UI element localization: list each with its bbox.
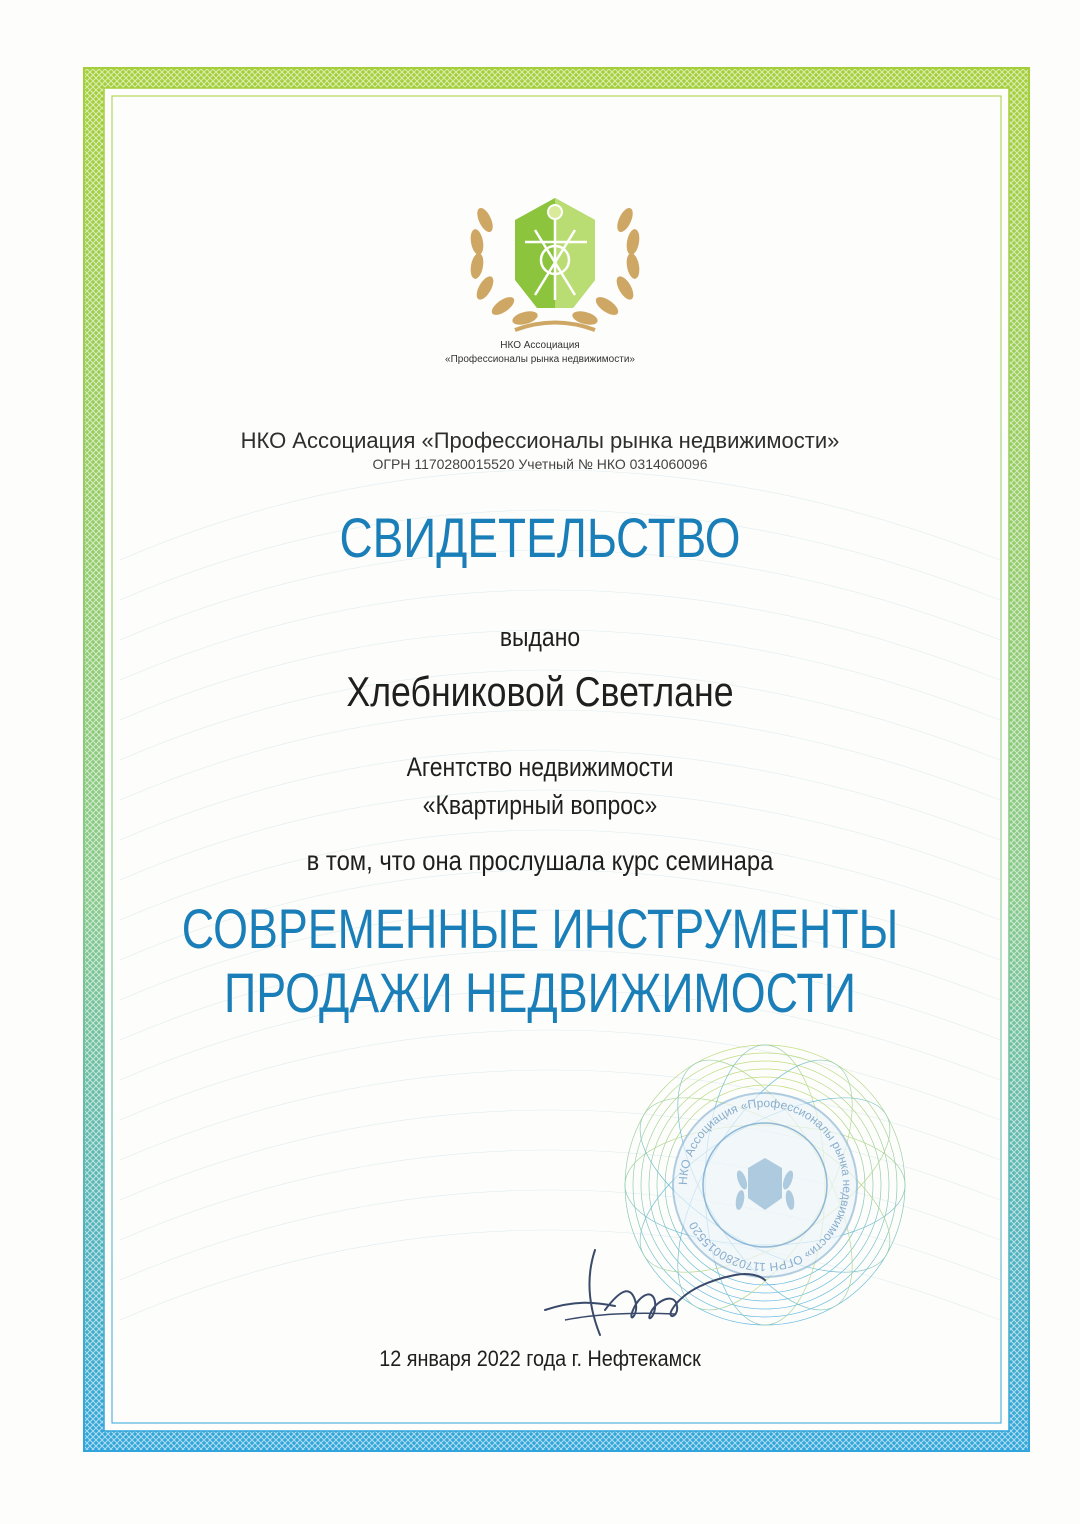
logo-caption-line1: НКО Ассоциация (500, 340, 580, 351)
recipient-name: Хлебниковой Светлане (346, 668, 734, 715)
organization-name: НКО Ассоциация «Профессионалы рынка недвижимости» (240, 428, 840, 453)
agency-line2: «Квартирный вопрос» (422, 790, 658, 820)
agency-line1: Агентство недвижимости (406, 752, 674, 782)
emblem-icon (515, 198, 595, 308)
course-title-line2: ПРОДАЖИ НЕДВИЖИМОСТИ (223, 961, 857, 1024)
signature-icon (535, 1240, 775, 1350)
document-title: СВИДЕТЕЛЬСТВО (339, 506, 741, 569)
seal-ring-text: НКО Ассоциация «Профессионалы рынка недвижимости» ОГРН 1170280015520 (675, 1095, 855, 1275)
course-title-line1: СОВРЕМЕННЫЕ ИНСТРУМЕНТЫ (181, 897, 899, 960)
issued-label: выдано (499, 622, 581, 652)
registration-numbers: ОГРН 1170280015520 Учетный № НКО 0314060096 (372, 456, 708, 472)
logo-caption-line2: «Профессионалы рынка недвижимости» (445, 354, 635, 365)
association-logo (455, 180, 655, 340)
date-and-place: 12 января 2022 года г. Нефтекамск (379, 1346, 701, 1371)
completion-statement: в том, что она прослушала курс семинара (306, 845, 774, 876)
